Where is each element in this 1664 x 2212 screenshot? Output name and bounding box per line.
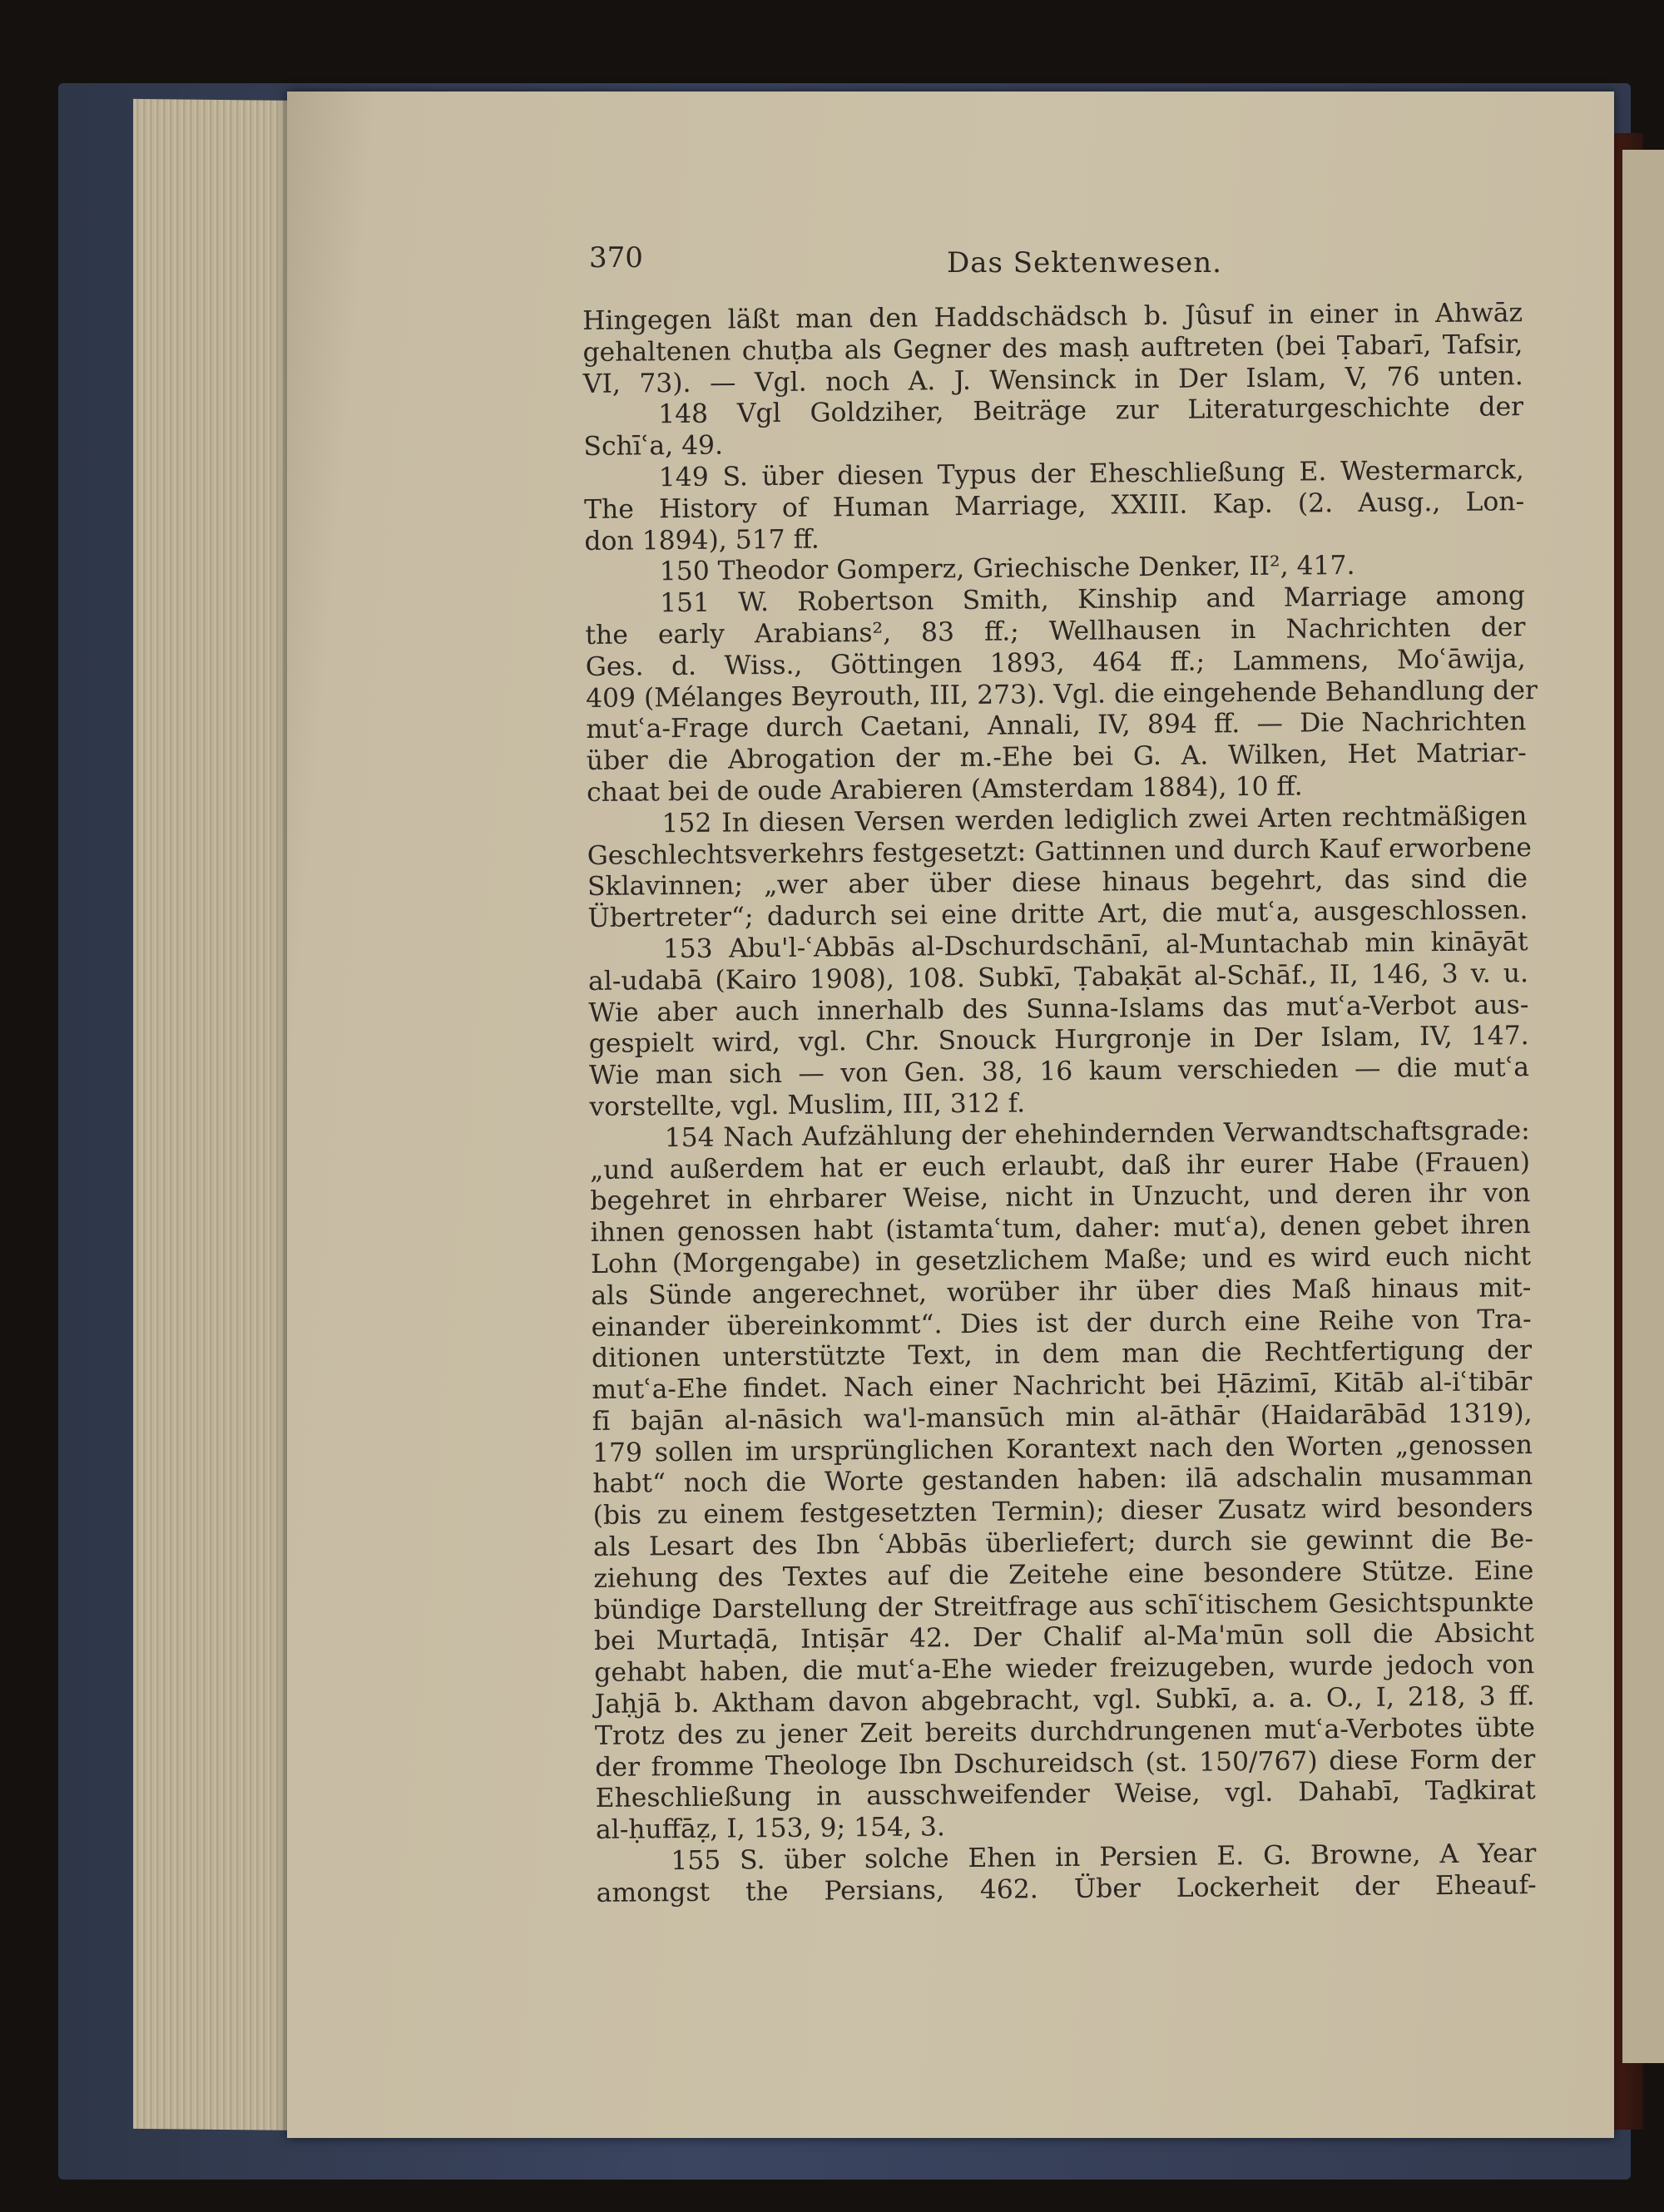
text-line: habt“ noch die Worte gestanden haben: ilā adschalin musamman bbox=[592, 1461, 1533, 1500]
text-line: gehaltenen chuṭba als Gegner des masḥ auftreten (bei Ṭabarī, Tafsir, bbox=[582, 329, 1523, 368]
text-line: Jaḥjā b. Aktham davon abgebracht, vgl. Subkī, a. a. O., I, 218, 3 ff. bbox=[594, 1681, 1535, 1720]
facing-page-edge bbox=[1622, 150, 1664, 2063]
text-line: ziehung des Textes auf die Zeitehe eine besondere Stütze. Eine bbox=[593, 1555, 1534, 1594]
text-line: the early Arabians², 83 ff.; Wellhausen in Nachrichten der bbox=[585, 612, 1526, 651]
text-line: 179 sollen im ursprünglichen Korantext nach den Worten „genossen bbox=[592, 1429, 1533, 1468]
text-line: Wie man sich — von Gen. 38, 16 kaum verschieden — die mutʿa bbox=[588, 1052, 1530, 1091]
text-line: 151 W. Robertson Smith, Kinship and Marriage among bbox=[659, 581, 1526, 619]
text-line: don 1894), 517 ff. bbox=[584, 524, 820, 557]
text-line: The History of Human Marriage, XXIII. Kap. (2. Ausg., Lon- bbox=[583, 486, 1525, 525]
text-line: bei Murtaḍā, Intiṣār 42. Der Chalif al-Ma'mūn soll die Absicht bbox=[593, 1618, 1535, 1657]
text-line: als Sünde angerechnet, worüber ihr über dies Maß hinaus mit- bbox=[591, 1272, 1532, 1311]
page-edges bbox=[133, 99, 312, 2130]
text-line: über die Abrogation der m.-Ehe bei G. A. Wilken, Het Matriar- bbox=[586, 738, 1527, 777]
text-line: mutʿa-Ehe findet. Nach einer Nachricht bei Ḥāzimī, Kitāb al-iʿtibār bbox=[592, 1367, 1533, 1406]
text-line: ditionen unterstützte Text, in dem man die Rechtfertigung der bbox=[591, 1335, 1533, 1374]
text-line: gehabt haben, die mutʿa-Ehe wieder freizugeben, wurde jedoch von bbox=[594, 1650, 1535, 1689]
text-line: Ges. d. Wiss., Göttingen 1893, 464 ff.; Lammens, Moʿāwija, bbox=[585, 643, 1526, 682]
text-line: begehret in ehrbarer Weise, nicht in Unzucht, und deren ihr von bbox=[590, 1178, 1531, 1217]
running-head: Das Sektenwesen. bbox=[947, 246, 1222, 280]
text-line: gespielt wird, vgl. Chr. Snouck Hurgronje in Der Islam, IV, 147. bbox=[588, 1021, 1529, 1060]
text-line: Wie aber auch innerhalb des Sunna-Islams das mutʿa-Verbot aus- bbox=[588, 989, 1529, 1028]
text-line: 155 S. über solche Ehen in Persien E. G. Browne, A Year bbox=[671, 1838, 1537, 1877]
text-line: chaat bei de oude Arabieren (Amsterdam 1884), 10 ff. bbox=[586, 771, 1303, 808]
text-line: mutʿa-Frage durch Caetani, Annali, IV, 894 ff. — Die Nachrichten bbox=[586, 706, 1527, 745]
text-line: amongst the Persians, 462. Über Lockerheit der Eheauf- bbox=[596, 1869, 1537, 1908]
text-line: Eheschließung in ausschweifender Weise, vgl. Dahabī, Taḏkirat bbox=[595, 1775, 1536, 1814]
text-line: Übertreter“; dadurch sei eine dritte Art, die mutʿa, ausgeschlossen. bbox=[587, 895, 1528, 934]
text-line: al-udabā (Kairo 1908), 108. Subkī, Ṭabaḳāt al-Schāf., II, 146, 3 v. u. bbox=[587, 958, 1529, 997]
text-line: der fromme Theologe Ibn Dschureidsch (st. 150/767) diese Form der bbox=[595, 1744, 1536, 1783]
text-line: als Lesart des Ibn ʿAbbās überliefert; durch sie gewinnt die Be- bbox=[592, 1524, 1534, 1563]
text-line: 409 (Mélanges Beyrouth, III, 273). Vgl. die eingehende Behandlung der bbox=[585, 675, 1538, 714]
text-line: vorstellte, vgl. Muslim, III, 312 f. bbox=[589, 1088, 1026, 1122]
text-line: fī bajān al-nāsich wa'l-mansūch min al-āthār (Haidarābād 1319), bbox=[592, 1398, 1533, 1437]
text-line: VI, 73). — Vgl. noch A. J. Wensinck in Der Islam, V, 76 unten. bbox=[582, 360, 1523, 399]
text-line: 152 In diesen Versen werden lediglich zwei Arten rechtmäßigen bbox=[661, 800, 1528, 839]
text-line: Schīʿa, 49. bbox=[583, 430, 724, 463]
text-line: „und außerdem hat er euch erlaubt, daß ihr eurer Habe (Frauen) bbox=[589, 1146, 1531, 1185]
text-line: (bis zu einem festgesetzten Termin); dieser Zusatz wird besonders bbox=[592, 1492, 1533, 1532]
page-number: 370 bbox=[589, 241, 643, 275]
text-line: Trotz des zu jener Zeit bereits durchdrungenen mutʿa-Verbotes übte bbox=[594, 1712, 1536, 1751]
text-line: ihnen genossen habt (istamtaʿtum, daher: mutʿa), denen gebet ihren bbox=[590, 1210, 1531, 1249]
page-header bbox=[589, 233, 1529, 283]
text-line: einander übereinkommt“. Dies ist der durch eine Reihe von Tra- bbox=[591, 1304, 1532, 1343]
text-line: 148 Vgl Goldziher, Beiträge zur Literaturgeschichte der bbox=[657, 392, 1524, 430]
text-line: 153 Abu'l-ʿAbbās al-Dschurdschānī, al-Muntachab min kināyāt bbox=[662, 927, 1528, 965]
text-line: 154 Nach Aufzählung der ehehindernden Verwandtschaftsgrade: bbox=[664, 1115, 1530, 1153]
text-line: 150 Theodor Gomperz, Griechische Denker, II², 417. bbox=[659, 551, 1355, 587]
text-line: al-ḥuffāẓ, I, 153, 9; 154, 3. bbox=[595, 1812, 946, 1846]
text-line: Geschlechtsverkehrs festgesetzt: Gattinnen und durch Kauf erworbene bbox=[587, 832, 1533, 871]
footnote-text bbox=[582, 298, 1537, 1909]
text-line: 149 S. über diesen Typus der Eheschließung E. Westermarck, bbox=[658, 455, 1524, 493]
text-line: Hingegen läßt man den Haddschädsch b. Jûsuf in einer in Ahwāz bbox=[582, 298, 1523, 336]
text-line: bündige Darstellung der Streitfrage aus schīʿitischem Gesichtspunkte bbox=[593, 1586, 1534, 1626]
text-line: Sklavinnen; „wer aber über diese hinaus begehrt, das sind die bbox=[587, 864, 1528, 903]
text-line: Lohn (Morgengabe) in gesetzlichem Maße; und es wird euch nicht bbox=[590, 1241, 1532, 1279]
